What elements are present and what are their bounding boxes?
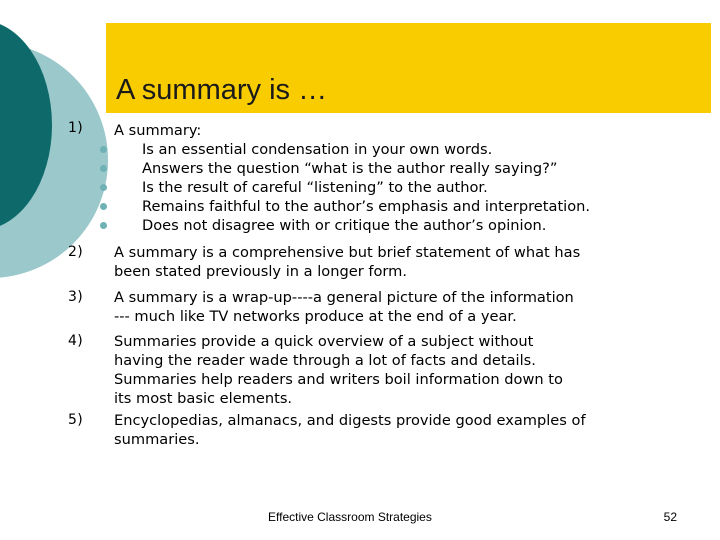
bullet-dot-icon <box>100 203 107 210</box>
page-number: 52 <box>663 510 677 524</box>
bullet-item: Answers the question “what is the author really saying?” <box>100 159 557 178</box>
item-text: A summary is a comprehensive but brief statement of what has been stated previously in a longer form. <box>114 244 581 280</box>
bullet-dot-icon <box>100 184 107 191</box>
bullet-item: Is the result of careful “listening” to the author. <box>100 178 488 197</box>
bullet-item: Is an essential condensation in your own words. <box>100 140 492 159</box>
item-number: 4) <box>68 333 83 349</box>
bullet-item: Does not disagree with or critique the author’s opinion. <box>100 216 546 235</box>
item-number: 2) <box>68 244 83 260</box>
bullet-dot-icon <box>100 165 107 172</box>
item-text: A summary is a wrap-up----a general picture of the information --- much like TV networks produce at the end of a year. <box>114 289 574 325</box>
bullet-dot-icon <box>100 222 107 229</box>
bullet-item: Remains faithful to the author’s emphasis and interpretation. <box>100 197 590 216</box>
item-text: A summary: <box>114 122 202 139</box>
item-number: 3) <box>68 289 83 305</box>
slide-title: A summary is … <box>116 74 328 106</box>
title-banner <box>106 23 711 113</box>
item-text: Encyclopedias, almanacs, and digests provide good examples of summaries. <box>114 412 586 448</box>
footer-text: Effective Classroom Strategies <box>268 510 432 524</box>
item-number: 1) <box>68 120 83 136</box>
bullet-dot-icon <box>100 146 107 153</box>
item-text: Summaries provide a quick overview of a subject without having the reader wade through a lot of facts and details. Summaries help readers and writers boil information down to its most basic elements. <box>114 333 563 407</box>
decorative-circles <box>0 0 110 540</box>
item-number: 5) <box>68 412 83 428</box>
